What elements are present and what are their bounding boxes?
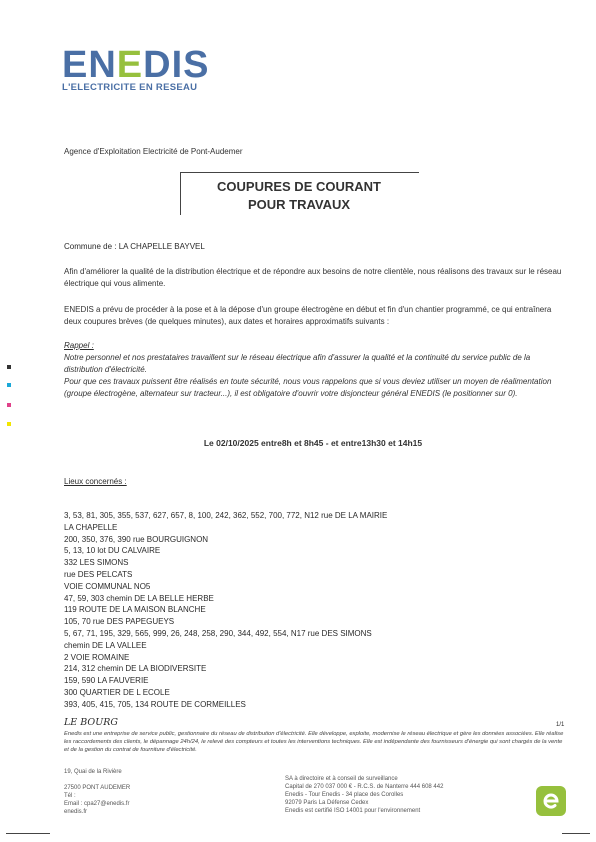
rappel-paragraph-2: Pour que ces travaux puissent être réalisés en toute sécurité, nous vous rappelons que si vous deviez utiliser un moyen de réalimentation (groupe électrogène, alternateur sur tracteur...), il est obligatoire d'ouvrir votre disjoncteur général ENEDIS (le positionner sur 0). — [64, 377, 552, 398]
lieux-list — [64, 510, 387, 711]
list-item: 300 QUARTIER DE L ECOLE — [64, 687, 170, 697]
list-item: 105, 70 rue DES PAPEGUEYS — [64, 617, 175, 627]
list-item: rue DES PELCATS — [64, 569, 133, 579]
corporate-line: 92079 Paris La Défense Cedex — [285, 800, 369, 806]
corporate-info — [285, 775, 443, 815]
logo-tagline: L'ELECTRICITE EN RESEAU — [62, 82, 198, 93]
rappel-heading: Rappel : — [64, 341, 94, 350]
address-city: 27500 PONT AUDEMER — [64, 785, 131, 791]
list-item: 393, 405, 415, 705, 134 ROUTE DE CORMEILLES — [64, 699, 246, 709]
lieux-heading: Lieux concernés : — [64, 477, 127, 486]
procedure-paragraph: ENEDIS a prévu de procéder à la pose et à la dépose d'un groupe électrogène en début et fin d'un chantier programmé, ce qui entraînera deux coupures brèves (de quelques minutes), aux dates et horaires approximatifs suivants : — [64, 305, 552, 326]
print-registration-mark — [7, 365, 11, 369]
print-registration-mark — [7, 422, 11, 426]
address-block — [64, 784, 130, 816]
list-item: 47, 59, 303 chemin DE LA BELLE HERBE — [64, 593, 214, 603]
legal-notice: Enedis est une entreprise de service public, gestionnaire du réseau de distribution d'électricité. Elle développe, exploite, modernise le réseau électrique et gère les données associées. Elle réalise les raccordements des clients, le dépannage 24h/24, le relevé des compteurs et toutes les interventions techniques. Elle est indépendante des fournisseurs d'énergie qui sont chargés de la vente et de la gestion du contrat de fourniture d'électricité. — [64, 731, 564, 753]
handwritten-note: LE BOURG — [64, 717, 118, 728]
title-line-1: COUPURES DE COURANT — [217, 179, 381, 194]
address-tel: Tél : — [64, 793, 76, 799]
schedule: Le 02/10/2025 entre8h et 8h45 - et entre13h30 et 14h15 — [203, 438, 423, 448]
intro-paragraph: Afin d'améliorer la qualité de la distribution électrique et de répondre aux besoins de notre clientèle, nous réalisons des travaux sur le réseau électrique qui vous alimente. — [64, 267, 562, 288]
print-registration-mark — [7, 403, 11, 407]
address-web: enedis.fr — [64, 809, 88, 815]
list-item: 3, 53, 81, 305, 355, 537, 627, 657, 8, 100, 242, 362, 552, 700, 772, N12 rue DE LA MAIRIE — [64, 511, 388, 520]
list-item: chemin DE LA VALLEE — [64, 640, 147, 650]
list-item: VOIE COMMUNAL NO5 — [64, 581, 151, 591]
footer-rule — [6, 833, 50, 834]
address-email: Email : cpa27@enedis.fr — [64, 801, 130, 807]
corporate-line: SA à directoire et à conseil de surveillance — [285, 776, 398, 782]
address-street: 19, Quai de la Rivière — [64, 769, 122, 775]
list-item: 332 LES SIMONS — [64, 558, 129, 568]
page-number: 1/1 — [556, 722, 565, 728]
corporate-line: Enedis - Tour Enedis - 34 place des Corolles — [285, 792, 404, 798]
commune: Commune de : LA CHAPELLE BAYVEL — [64, 242, 205, 251]
print-registration-mark — [7, 383, 11, 387]
list-item: 200, 350, 376, 390 rue BOURGUIGNON — [64, 534, 209, 544]
list-item: 2 VOIE ROMAINE — [64, 652, 130, 662]
list-item: 159, 590 LA FAUVERIE — [64, 676, 149, 686]
enedis-logo: ENEDIS — [62, 44, 210, 86]
corporate-line: Enedis est certifié ISO 14001 pour l'environnement — [285, 808, 421, 814]
list-item: 5, 67, 71, 195, 329, 565, 999, 26, 248, 258, 290, 344, 492, 554, N17 rue DES SIMONS — [64, 628, 372, 638]
list-item: 214, 312 chemin DE LA BIODIVERSITE — [64, 664, 207, 674]
enedis-emblem-icon — [536, 786, 566, 816]
corporate-line: Capital de 270 037 000 € - R.C.S. de Nanterre 444 608 442 — [285, 784, 444, 790]
list-item: LA CHAPELLE — [64, 522, 118, 532]
list-item: 119 ROUTE DE LA MAISON BLANCHE — [64, 605, 206, 615]
title-line-2: POUR TRAVAUX — [247, 197, 351, 212]
rappel-paragraph-1: Notre personnel et nos prestataires travaillent sur le réseau électrique afin d'assurer la qualité et la continuité du service public de la distribution d'électricité. — [64, 353, 531, 374]
list-item: 5, 13, 10 lot DU CALVAIRE — [64, 546, 161, 556]
footer-rule — [562, 833, 590, 834]
agency-name: Agence d'Exploitation Electricité de Pont-Audemer — [64, 147, 243, 156]
